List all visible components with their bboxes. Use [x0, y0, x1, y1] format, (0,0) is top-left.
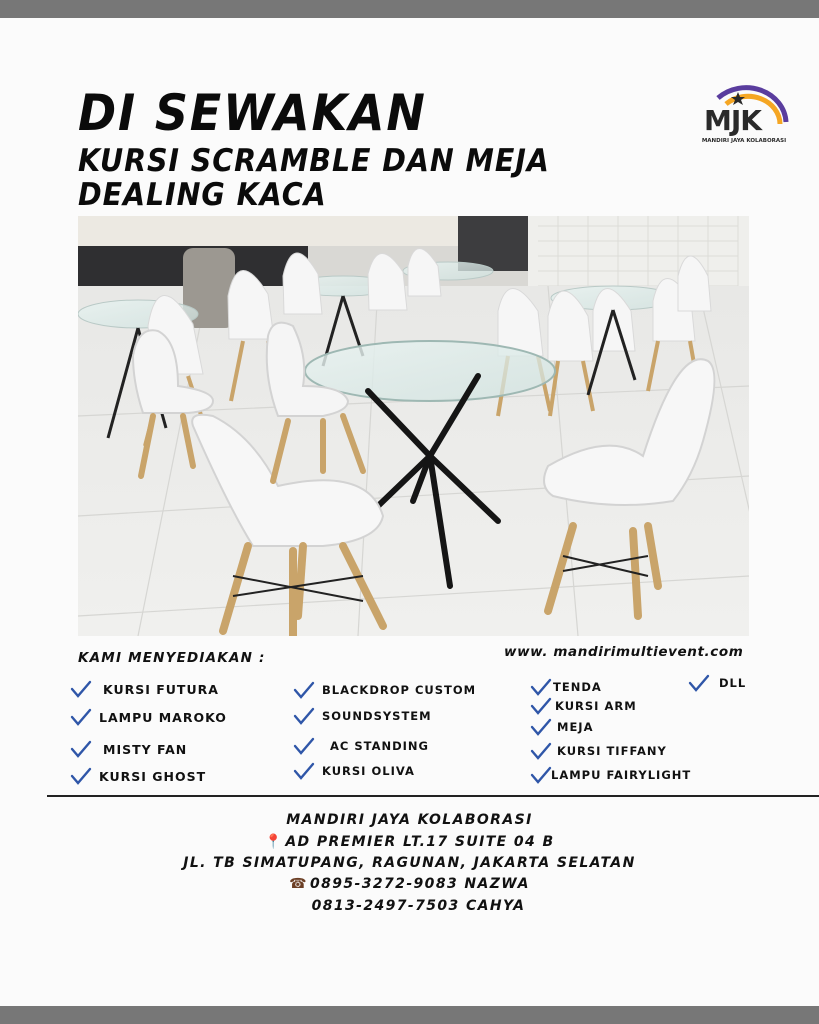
website-link[interactable]: www. mandirimultievent.com [504, 644, 744, 660]
checkmark-icon [530, 766, 552, 784]
phone-icon: ☎ [289, 876, 308, 892]
bottom-border-bar [0, 1006, 819, 1024]
list-item [530, 742, 667, 760]
logo-text: MJK [704, 104, 761, 137]
list-item [70, 767, 206, 785]
item-label: SOUNDSYSTEM [322, 709, 432, 723]
checkmark-icon [530, 718, 552, 736]
list-item [530, 718, 593, 736]
subtitle-line-2: DEALING KACA [78, 177, 327, 213]
list-item [530, 678, 602, 696]
item-label: KURSI GHOST [99, 768, 207, 784]
furniture-photo [78, 216, 749, 636]
item-label: KURSI FUTURA [103, 681, 219, 697]
subtitle-line-1: KURSI SCRAMBLE DAN MEJA [78, 143, 550, 179]
phone-line-2: 0813-2497-7503 CAHYA [311, 898, 526, 914]
checkmark-icon [70, 708, 92, 726]
checkmark-icon [530, 678, 552, 696]
section-label: KAMI MENYEDIAKAN : [78, 650, 266, 666]
item-label: TENDA [553, 680, 602, 694]
item-label: MISTY FAN [103, 741, 188, 757]
item-label: AC STANDING [330, 739, 429, 753]
phone-line-1-text: 0895-3272-9083 NAZWA [309, 876, 530, 892]
checkmark-icon [70, 767, 92, 785]
list-item [70, 680, 219, 698]
section-divider [47, 795, 819, 797]
checkmark-icon [293, 737, 315, 755]
page-title: DI SEWAKAN [78, 84, 427, 142]
checkmark-icon [530, 697, 552, 715]
list-item [293, 737, 429, 755]
item-label: KURSI TIFFANY [557, 744, 667, 758]
location-pin-icon: 📍 [264, 834, 284, 850]
list-item [293, 681, 476, 699]
list-item [293, 762, 415, 780]
checkmark-icon [293, 681, 315, 699]
checkmark-icon [70, 740, 92, 758]
checkmark-icon [70, 680, 92, 698]
list-item [688, 674, 746, 692]
list-item [530, 766, 691, 784]
logo-caption: MANDIRI JAYA KOLABORASI [701, 138, 787, 144]
item-label: KURSI ARM [555, 699, 637, 713]
item-label: LAMPU FAIRYLIGHT [551, 768, 692, 782]
list-item [70, 740, 187, 758]
list-item [530, 697, 637, 715]
address-line-2: JL. TB SIMATUPANG, RAGUNAN, JAKARTA SELATAN [183, 855, 636, 871]
item-label: LAMPU MAROKO [99, 709, 227, 725]
item-label: BLACKDROP CUSTOM [322, 683, 477, 697]
phone-line-1 [0, 876, 819, 892]
mjk-logo [698, 78, 790, 150]
item-label: KURSI OLIVA [322, 764, 415, 778]
address-line-1 [0, 834, 819, 850]
list-item [70, 708, 227, 726]
item-label: MEJA [557, 720, 594, 734]
company-name: MANDIRI JAYA KOLABORASI [286, 812, 533, 828]
item-label: DLL [719, 676, 747, 690]
checkmark-icon [530, 742, 552, 760]
address-line-1-text: AD PREMIER LT.17 SUITE 04 B [285, 834, 555, 850]
list-item [293, 707, 432, 725]
top-border-bar [0, 0, 819, 18]
checkmark-icon [293, 762, 315, 780]
checkmark-icon [688, 674, 710, 692]
checkmark-icon [293, 707, 315, 725]
